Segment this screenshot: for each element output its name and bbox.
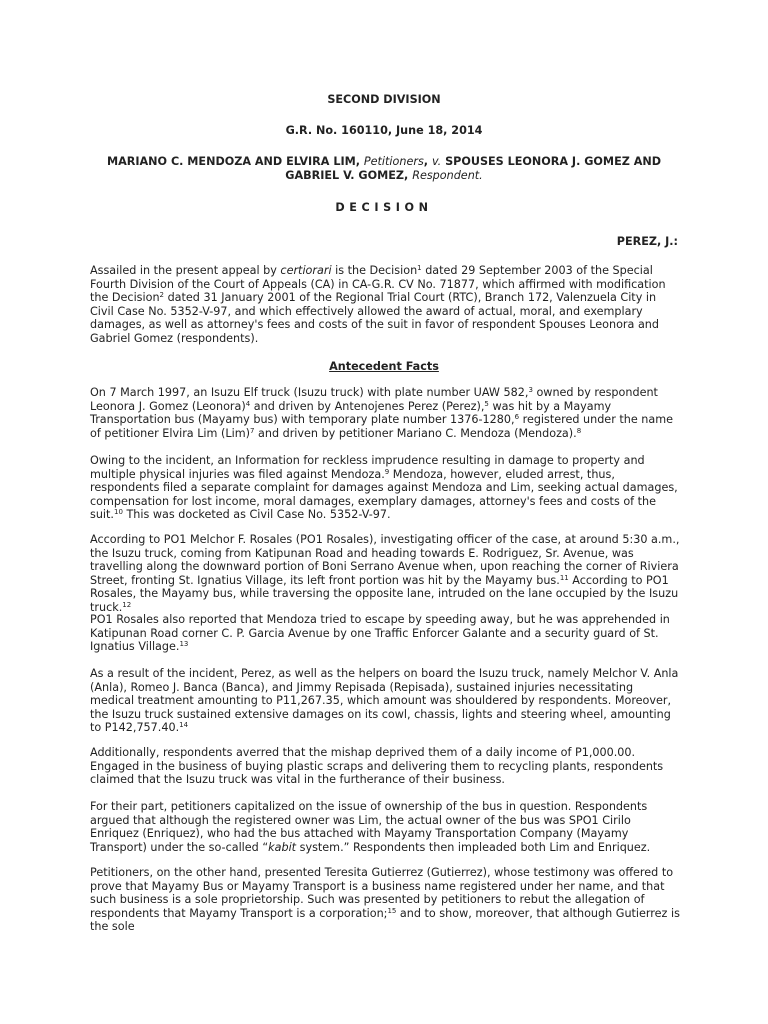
- footnote-ref[interactable]: 7: [249, 426, 255, 435]
- text-span: Owing to the incident, an Information for reckless imprudence resulting in damage to property and multiple physical injuries was filed against Mendoza.: [90, 454, 645, 481]
- text-span: is the Decision: [331, 264, 418, 277]
- text-span: As a result of the incident, Perez, as well as the helpers on board the Isuzu truck, namely Melchor V. Anla (Anla), Romeo J. Banca (Banca), and Jimmy Repisada (Repisada), sustained injuries necessitating medical treatment amounting to P11,267.35, which amount was shouldered by respondents. Moreover, the Isuzu truck sustained extensive damages on its cowl, chassis, lights and steering wheel, amounting to P142,757.40.: [90, 667, 679, 734]
- footnote-ref[interactable]: 1: [417, 264, 422, 272]
- versus-label: v.: [431, 155, 442, 168]
- text-span: Assailed in the present appeal by: [90, 264, 281, 277]
- text-italic: kabit: [268, 840, 297, 854]
- text-span: For their part, petitioners capitalized on the issue of ownership of the bus in question. Respondents argued that although the registered owner was Lim, the actual owner of the bus was SPO1 Cirilo Enriquez (Enriquez), who had the bus attached with Mayamy Transportation Company (Mayamy Transport) under the so-called “: [90, 800, 648, 854]
- respondents-names: SPOUSES LEONORA J. GOMEZ AND GABRIEL V. GOMEZ,: [285, 155, 662, 182]
- text-span: and to show, moreover, that although Gutierrez is the sole: [90, 906, 680, 933]
- footnote-ref[interactable]: 5: [484, 399, 489, 408]
- paragraph-6: [90, 667, 680, 735]
- decision-title: DECISION: [335, 201, 433, 214]
- text-span: dated 29 September 2003 of the Special Fourth Division of the Court of Appeals (CA) in CA-G.R. CV No. 71877, which affirmed with modification the Decision: [90, 264, 666, 304]
- footnote-ref[interactable]: 10: [113, 508, 123, 516]
- text-span: Petitioners, on the other hand, presented Teresita Gutierrez (Gutierrez), whose testimony was offered to prove that Mayamy Bus or Mayamy Transport is a business name registered under her name, and that such business is a sole proprietorship. Such was presented by petitioners to rebut the allegation of respondents that Mayamy Transport is a corporation;: [90, 866, 674, 920]
- section-heading: Antecedent Facts: [329, 360, 439, 373]
- footnote-ref[interactable]: 15: [387, 906, 397, 915]
- paragraph-1: [90, 264, 680, 345]
- case-number: G.R. No. 160110, June 18, 2014: [285, 124, 483, 137]
- paragraph-4: [90, 533, 680, 614]
- text-span: system.” Respondents then impleaded both Lim and Enriquez.: [296, 840, 651, 854]
- text-span: According to PO1 Melchor F. Rosales (PO1 Rosales), investigating officer of the case, at around 5:30 a.m., the Isuzu truck, coming from Katipunan Road and heading towards E. Rodriguez, Sr. Avenue, was travelling along the downward portion of Boni Serrano Avenue when, upon reaching the corner of Riviera Street, fronting St. Ignatius Village, its left front portion was hit by the Mayamy bus.: [90, 533, 680, 587]
- footnote-ref[interactable]: 14: [179, 721, 189, 729]
- footnote-ref[interactable]: 2: [159, 291, 165, 299]
- footnote-ref[interactable]: 6: [514, 413, 520, 421]
- text-span: Mendoza, however, eluded arrest, thus, respondents filed a separate complaint for damages against Mendoza and Lim, seeking actual damages, compensation for lost income, moral damages, exemplary damages, attorney's fees and costs of the suit.: [90, 467, 678, 521]
- footnote-ref[interactable]: 4: [245, 399, 251, 408]
- paragraph-9: [90, 866, 680, 934]
- text-span: Additionally, respondents averred that the mishap deprived them of a daily income of P1,000.00. Engaged in the business of buying plastic scraps and delivering them to recycling plants, respondents claimed that the Isuzu truck was vital in the furtherance of their business.: [90, 746, 664, 786]
- text-span: On 7 March 1997, an Isuzu Elf truck (Isuzu truck) with plate number UAW 582,: [90, 386, 529, 399]
- paragraph-8: [90, 800, 680, 854]
- text-italic: certiorari: [280, 264, 332, 277]
- paragraph-7: [90, 746, 680, 787]
- footnote-ref[interactable]: 13: [179, 640, 189, 648]
- text-span: PO1 Rosales also reported that Mendoza tried to escape by speeding away, but he was apprehended in Katipunan Road corner C. P. Garcia Avenue by one Traffic Enforcer Galante and a security guard of St. Ignatius Village.: [90, 613, 670, 653]
- paragraph-2: [90, 386, 680, 440]
- petitioners-names: MARIANO C. MENDOZA AND ELVIRA LIM,: [106, 155, 360, 168]
- text-span: This was docketed as Civil Case No. 5352-V-97.: [122, 508, 391, 521]
- footnote-ref[interactable]: 12: [122, 600, 132, 609]
- text-span: was hit by a Mayamy Transportation bus (Mayamy bus) with temporary plate number 1376-1280,: [90, 399, 612, 426]
- division-label: SECOND DIVISION: [327, 93, 441, 106]
- respondents-role: Respondent.: [412, 168, 483, 182]
- footnote-ref[interactable]: 11: [559, 573, 569, 582]
- text-span: According to PO1 Rosales, the Mayamy bus, while traversing the opposite lane, intruded on the lane occupied by the Isuzu truck.: [90, 573, 679, 614]
- paragraph-5: [90, 613, 680, 654]
- paragraph-3: [90, 454, 680, 522]
- text-span: and driven by Antenojenes Perez (Perez),: [250, 399, 485, 413]
- petitioners-role: Petitioners: [363, 155, 424, 168]
- text-span: and driven by petitioner Mariano C. Mendoza (Mendoza).: [254, 426, 577, 440]
- text-span: owned by respondent Leonora J. Gomez (Leonora): [90, 386, 658, 413]
- footnote-ref[interactable]: 9: [384, 467, 390, 476]
- footnote-ref[interactable]: 3: [528, 386, 533, 394]
- footnote-ref[interactable]: 8: [576, 426, 582, 435]
- text-span: registered under the name of petitioner Elvira Lim (Lim): [90, 413, 673, 440]
- ponente: PEREZ, J.:: [616, 235, 678, 248]
- case-parties: MARIANO C. MENDOZA AND ELVIRA LIM, Petitioners, v. SPOUSES LEONORA J. GOMEZ AND GABRIEL V. GOMEZ, Respondent.: [106, 155, 662, 182]
- text-span: dated 31 January 2001 of the Regional Trial Court (RTC), Branch 172, Valenzuela City in Civil Case No. 5352-V-97, and which effectively allowed the award of actual, moral, and exemplary damages, as well as attorney's fees and costs of the suit in favor of respondent Spouses Leonora and Gabriel Gomez (respondents).: [90, 291, 659, 345]
